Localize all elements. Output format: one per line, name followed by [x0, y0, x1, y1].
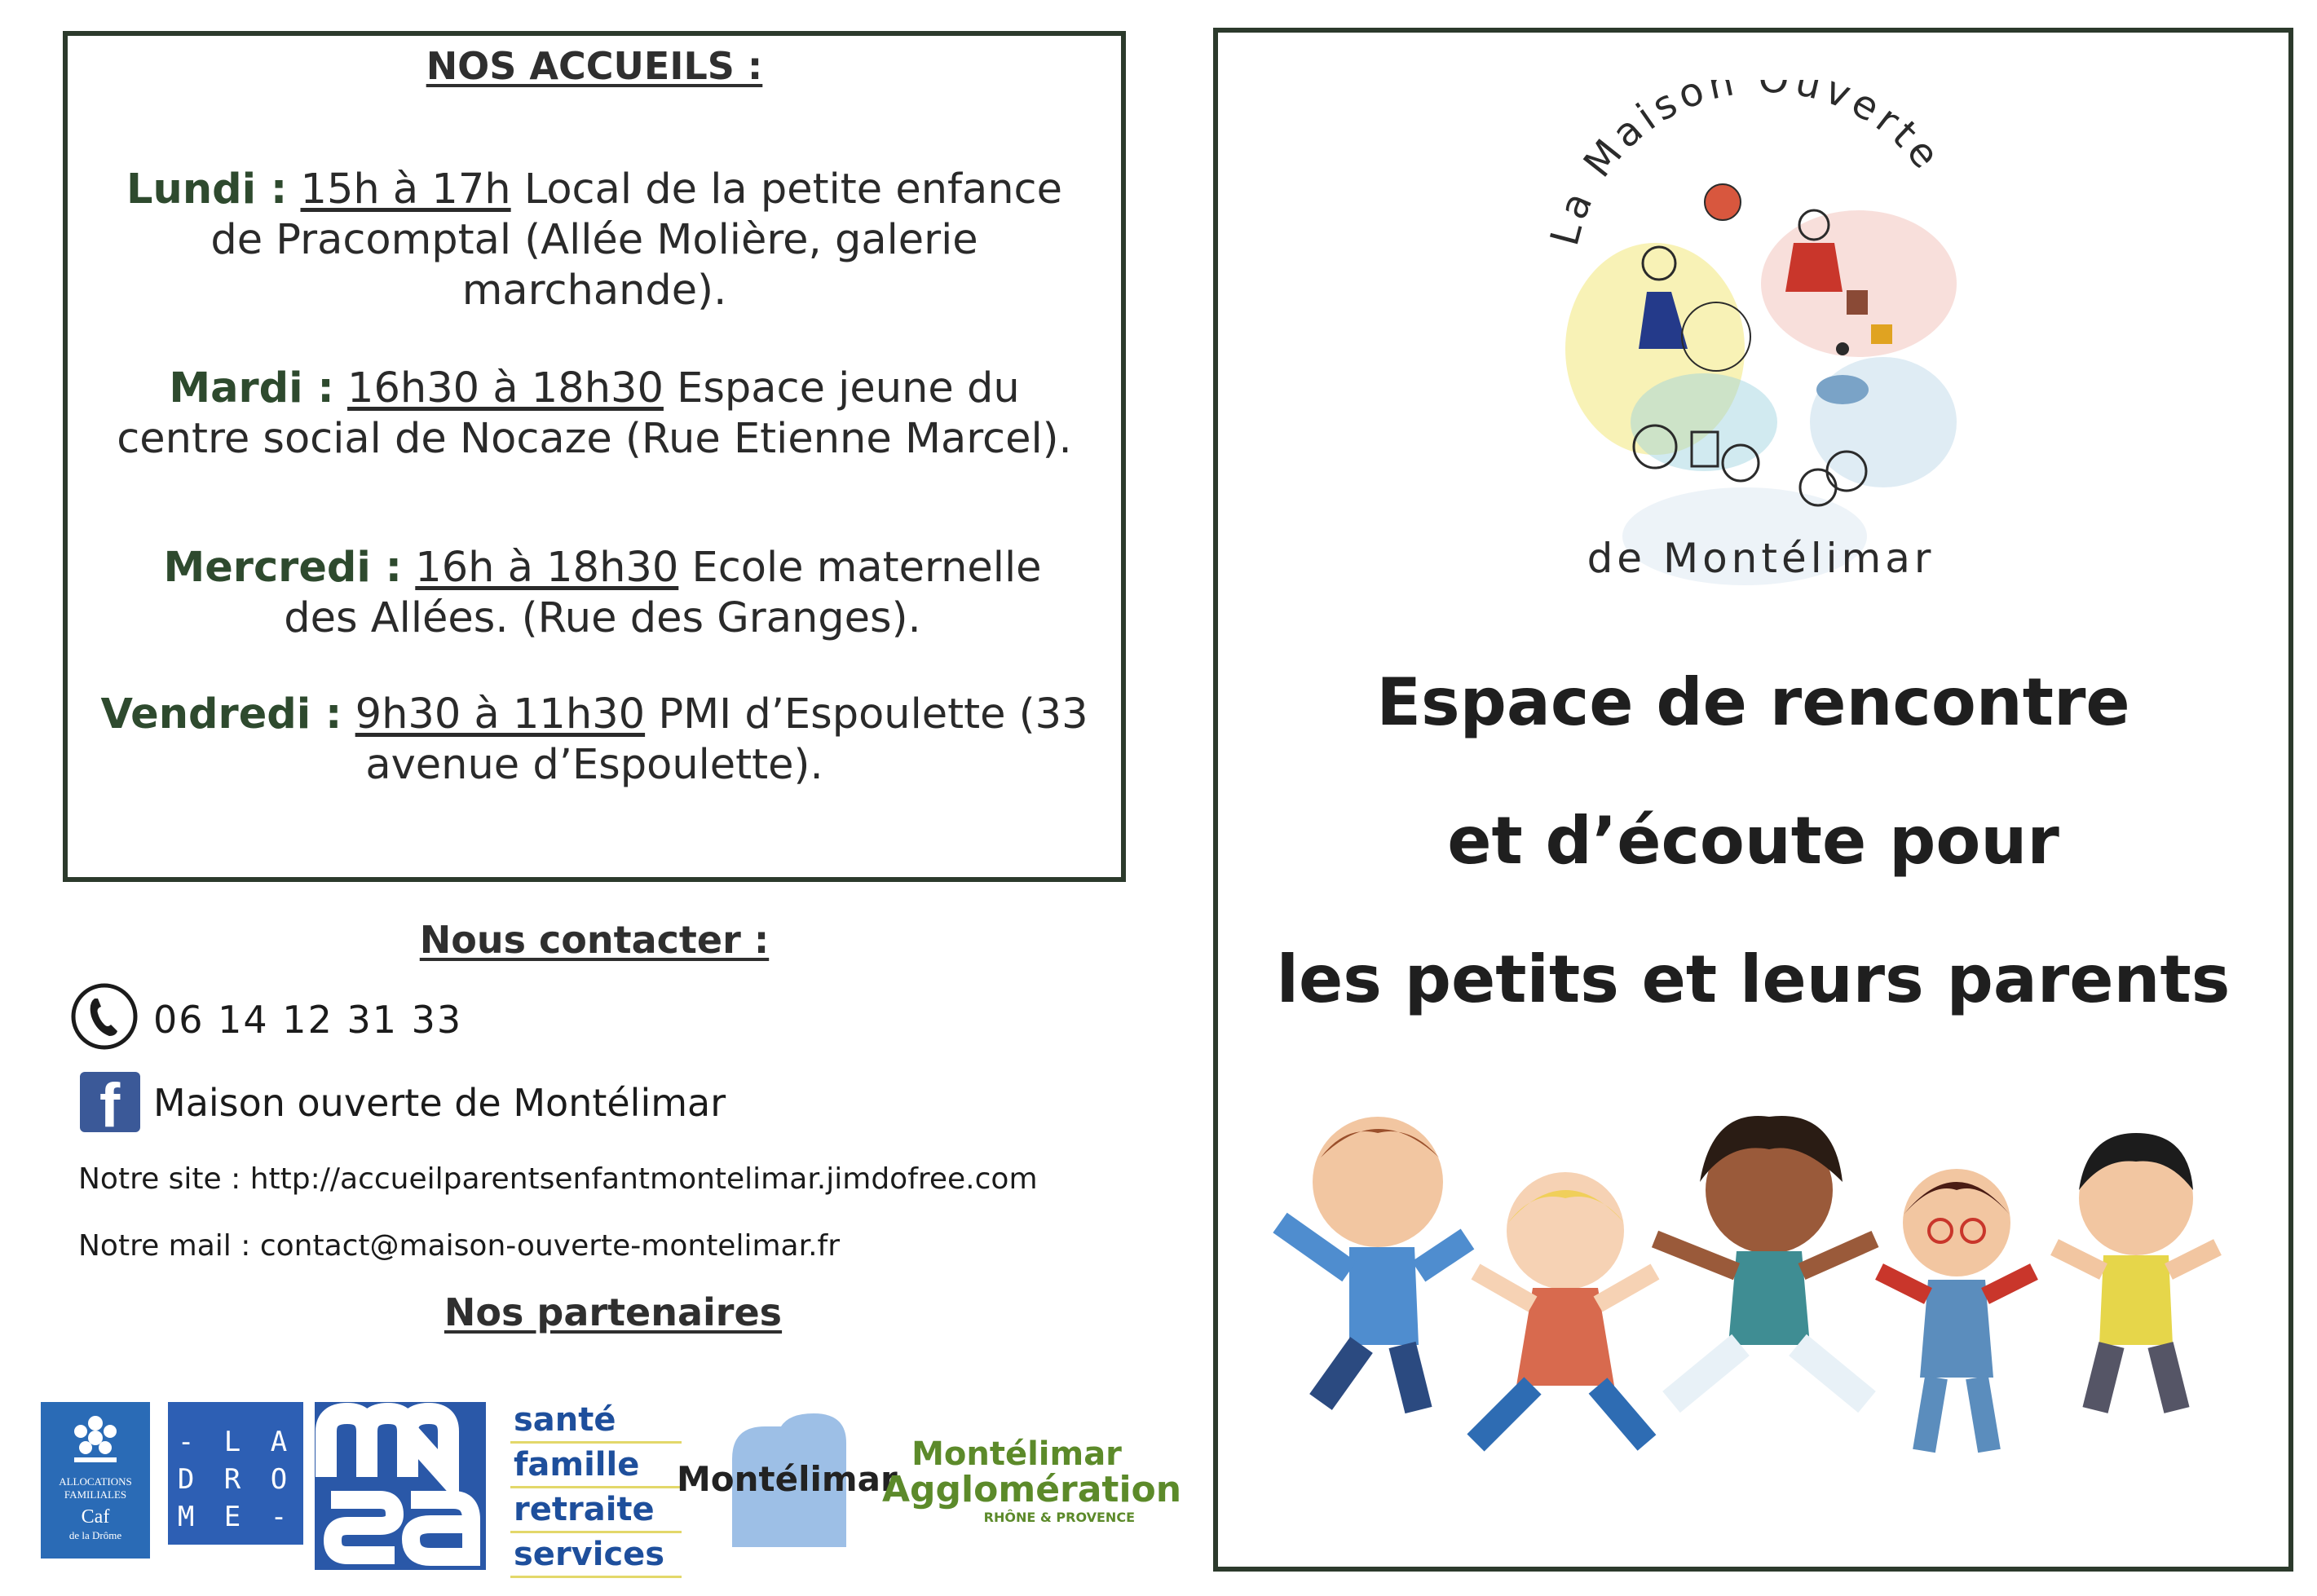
logo-arc-title: La Maison uverte — [1542, 80, 1952, 250]
drome-logo — [168, 1402, 303, 1545]
agglo-main: Agglomération — [882, 1469, 1182, 1510]
caf-text: Caf — [81, 1506, 110, 1528]
msa-letters-icon — [315, 1402, 486, 1570]
child-2 — [1476, 1172, 1655, 1443]
maison-ouverte-logo — [1500, 80, 2022, 618]
schedule-place: Local de la petite enfance de Pracomptal (Allée Molière, galerie marchande). — [210, 165, 1062, 315]
phone-number[interactable]: 06 14 12 31 33 — [153, 998, 463, 1042]
child-1 — [1280, 1117, 1467, 1410]
partners-title: Nos partenaires — [444, 1290, 783, 1334]
schedule-place: Ecole maternelle des Allées. (Rue des Granges). — [284, 544, 1042, 642]
agglo-sub: RHÔNE & PROVENCE — [983, 1510, 1135, 1525]
schedule-hours: 16h à 18h30 — [415, 544, 679, 592]
website-link[interactable]: http://accueilparentsenfantmontelimar.jimdofree.com — [249, 1162, 1038, 1196]
agglo-top: Montélimar — [911, 1435, 1122, 1473]
drome-text: - L A — [177, 1426, 294, 1458]
phone-icon — [70, 982, 139, 1051]
headline-line-2: et d’écoute pour — [1447, 803, 2059, 879]
caf-text: FAMILIALES — [64, 1488, 127, 1501]
msa-tagline-line: retraite — [510, 1488, 682, 1533]
schedule-title: NOS ACCUEILS : — [426, 44, 763, 88]
schedule-monday — [100, 165, 1088, 316]
logo-subtitle: de Montélimar — [1587, 535, 1935, 582]
schedule-day: Mardi : — [169, 364, 334, 412]
agglo-logo — [882, 1435, 1182, 1525]
website-label: Notre site : — [78, 1162, 250, 1196]
schedule-place: Espace jeune du centre social de Nocaze (Rue Etienne Marcel). — [117, 364, 1072, 463]
montelimar-name: Montélimar — [677, 1459, 898, 1499]
caf-text: de la Drôme — [68, 1529, 122, 1541]
caf-emblem-icon — [61, 1412, 130, 1469]
msa-logo — [315, 1402, 486, 1570]
facebook-icon: f — [80, 1072, 140, 1132]
schedule-place: PMI d’Espoulette (33 avenue d’Espoulette). — [365, 690, 1088, 789]
schedule-wednesday — [149, 543, 1056, 644]
child-4 — [1879, 1169, 2034, 1451]
caf-logo — [41, 1402, 150, 1559]
email-row — [78, 1229, 840, 1263]
schedule-tuesday — [100, 364, 1088, 465]
child-3 — [1655, 1116, 1875, 1402]
website-row — [78, 1162, 1038, 1196]
schedule-friday — [100, 690, 1088, 791]
drome-text: D R O — [177, 1463, 294, 1496]
msa-tagline-line: famille — [510, 1444, 682, 1488]
schedule-hours: 9h30 à 11h30 — [355, 690, 646, 738]
schedule-day: Lundi : — [126, 165, 288, 214]
montelimar-logo — [677, 1410, 898, 1549]
schedule-box — [63, 31, 1126, 882]
email-link[interactable]: contact@maison-ouverte-montelimar.fr — [259, 1229, 841, 1263]
msa-tagline-line: services — [510, 1533, 682, 1578]
drome-text: M E - — [177, 1501, 294, 1533]
schedule-day: Mercredi : — [163, 544, 403, 592]
schedule-hours: 16h30 à 18h30 — [347, 364, 664, 412]
schedule-hours: 15h à 17h — [300, 165, 511, 214]
contact-title: Nous contacter : — [419, 918, 770, 962]
caf-text: ALLOCATIONS — [59, 1475, 132, 1488]
child-5 — [2054, 1133, 2218, 1410]
email-label: Notre mail : — [78, 1229, 260, 1263]
headline-line-3: les petits et leurs parents — [1276, 941, 2231, 1017]
headline-line-1: Espace de rencontre — [1376, 664, 2130, 740]
jumping-children-illustration — [1272, 1109, 2234, 1467]
facebook-page[interactable]: Maison ouverte de Montélimar — [153, 1081, 726, 1125]
schedule-day: Vendredi : — [100, 690, 342, 738]
msa-tagline-line: santé — [510, 1399, 682, 1444]
msa-tagline — [510, 1399, 682, 1578]
